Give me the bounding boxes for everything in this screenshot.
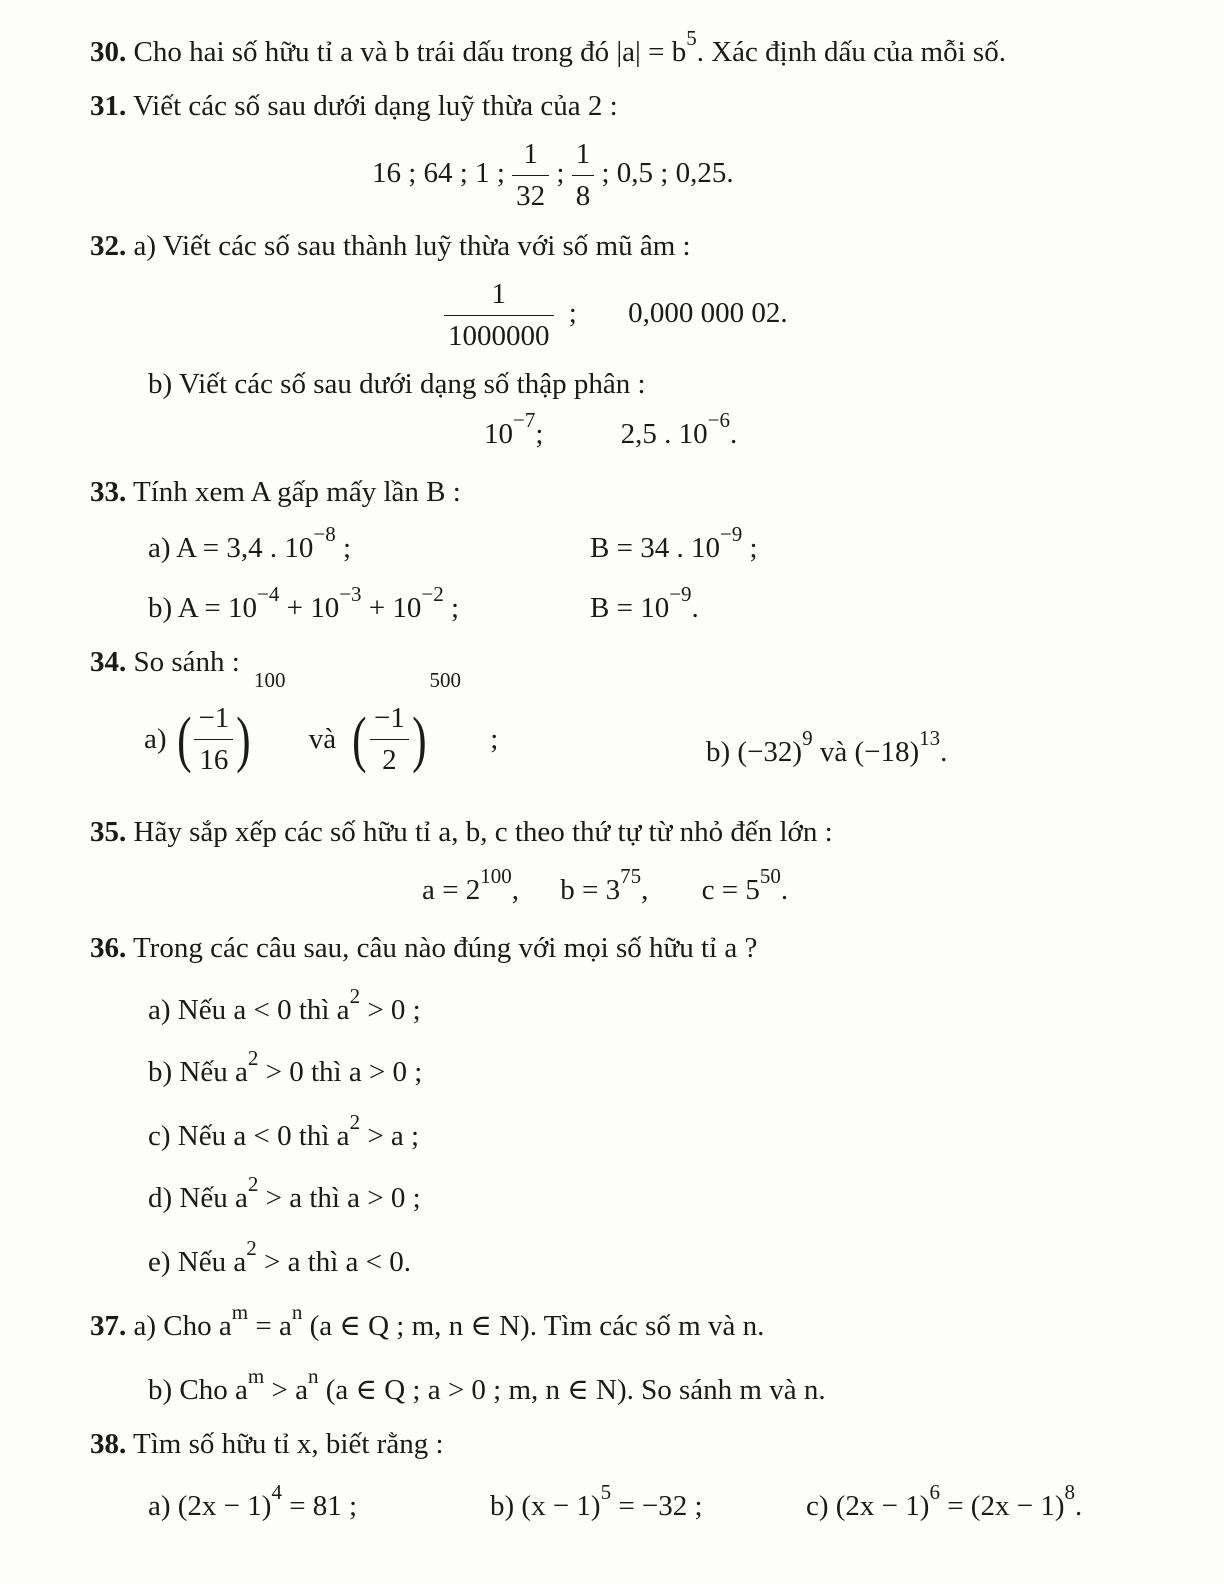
problem-text: Viết các số sau dưới dạng luỹ thừa của 2 : bbox=[132, 90, 618, 122]
problem-34 bbox=[90, 648, 240, 677]
problem-38-a: a) $(2x - 1)^4 = 81$ ; bbox=[148, 1480, 358, 1522]
problem-36-item: d) Nếu $a^2 > a$ thì a > 0 ; bbox=[148, 1172, 421, 1214]
fraction-neg1-16: $\frac{-1}{16}$ bbox=[194, 704, 233, 775]
problem-number: 36. bbox=[90, 932, 127, 964]
problem-31-numbers bbox=[372, 140, 734, 211]
problem-32-b-values: $10^{-7}$; 2,5 . $10^{-6}$. bbox=[484, 408, 738, 450]
problem-31 bbox=[90, 92, 618, 121]
problem-36-item: e) Nếu $a^2 > a$ thì a < 0. bbox=[148, 1236, 412, 1278]
problem-32-a bbox=[90, 232, 691, 261]
problem-number: 31. bbox=[90, 90, 127, 122]
problem-32-b bbox=[148, 370, 646, 399]
problem-text: Trong các câu sau, câu nào đúng với mọi số hữu tỉ a ? bbox=[132, 932, 758, 964]
problem-text: So sánh : bbox=[133, 646, 240, 678]
problem-35-values: $a = 2^{100}$, $b = 3^{75}$, $c = 5^{50}$. bbox=[422, 864, 789, 906]
separator: ; bbox=[556, 157, 565, 190]
problem-37-b: b) Cho $a^m > a^n$ (a ∈ Q ; a > 0 ; m, n ∈ N). So sánh m và n. bbox=[148, 1364, 826, 1406]
problem-36 bbox=[90, 934, 757, 963]
fraction-1-32: $\frac{1}{32}$ bbox=[512, 140, 549, 211]
problem-36-item: a) Nếu a < 0 thì $a^2 > 0$ ; bbox=[148, 984, 421, 1026]
problem-38-b: b) $(x - 1)^5 = -32$ ; bbox=[490, 1480, 703, 1522]
fraction-1-8: $\frac{1}{8}$ bbox=[572, 140, 595, 211]
problem-36-item: b) Nếu $a^2 > 0$ thì a > 0 ; bbox=[148, 1046, 423, 1088]
problem-number: 34. bbox=[90, 646, 127, 678]
exponent: 500 bbox=[429, 668, 461, 692]
problem-number: 38. bbox=[90, 1428, 127, 1460]
problem-text: Tìm số hữu tỉ x, biết rằng : bbox=[132, 1428, 444, 1460]
problem-number: 33. bbox=[90, 476, 127, 508]
problem-number: 30. bbox=[90, 36, 127, 68]
problem-33-a-B: B = 34 . $10^{-9}$ ; bbox=[590, 522, 758, 564]
problem-number: 32. bbox=[90, 230, 127, 262]
problem-number: 35. bbox=[90, 816, 127, 848]
problem-38 bbox=[90, 1430, 444, 1459]
problem-33-b-B: $B = 10^{-9}$. bbox=[590, 582, 699, 624]
exponent: −7 bbox=[513, 408, 536, 432]
problem-34-b: b) $(-32)^9$ và $(-18)^{13}$. bbox=[706, 726, 948, 768]
problem-35 bbox=[90, 818, 833, 847]
problem-33-a-A: a) A = 3,4 . $10^{-8}$ ; bbox=[148, 522, 352, 564]
number-list: 16 ; 64 ; 1 ; bbox=[372, 157, 505, 190]
exponent: 5 bbox=[686, 26, 697, 50]
exponent: −6 bbox=[707, 408, 730, 432]
exponent: 100 bbox=[253, 668, 286, 692]
problem-text: Tính xem A gấp mấy lần B : bbox=[132, 476, 461, 508]
fraction-neg1-2: $\frac{-1}{2}$ bbox=[370, 704, 409, 775]
problem-37-a: 37. a) Cho $a^m = a^n$ (a ∈ Q ; m, n ∈ N). Tìm các số m và n. bbox=[90, 1300, 765, 1342]
problem-38-c: c) $(2x - 1)^6 = (2x - 1)^8$. bbox=[806, 1480, 1083, 1522]
decimal-value: 0,000 000 02. bbox=[628, 297, 788, 330]
separator: ; bbox=[568, 297, 577, 330]
problem-text: Cho hai số hữu tỉ a và b trái dấu trong đó |a| = b bbox=[133, 36, 687, 68]
fraction-1-1000000: $\frac{1}{1000000}$ bbox=[444, 280, 554, 351]
problem-36-item: c) Nếu a < 0 thì $a^2 > a$ ; bbox=[148, 1110, 420, 1152]
problem-text: b) Viết các số sau dưới dạng số thập phân : bbox=[148, 368, 646, 400]
number-list-tail: ; 0,5 ; 0,25. bbox=[601, 157, 734, 190]
problem-34-a: a) ( $\frac{-1}{16}$ )$^{100}$ và ( $\frac{-1}{2}$ )$^{500}$ ; bbox=[144, 668, 499, 776]
problem-text-tail: . Xác định dấu của mỗi số. bbox=[696, 36, 1006, 68]
problem-number: 37. bbox=[90, 1310, 127, 1342]
problem-text: Hãy sắp xếp các số hữu tỉ a, b, c theo thứ tự từ nhỏ đến lớn : bbox=[133, 816, 833, 848]
problem-32-a-values bbox=[444, 280, 788, 351]
problem-text: a) Viết các số sau thành luỹ thừa với số mũ âm : bbox=[133, 230, 691, 262]
problem-33-b-A: b) $A = 10^{-4} + 10^{-3} + 10^{-2}$ ; bbox=[148, 582, 460, 624]
problem-33 bbox=[90, 478, 461, 507]
problem-30 bbox=[90, 26, 1006, 68]
